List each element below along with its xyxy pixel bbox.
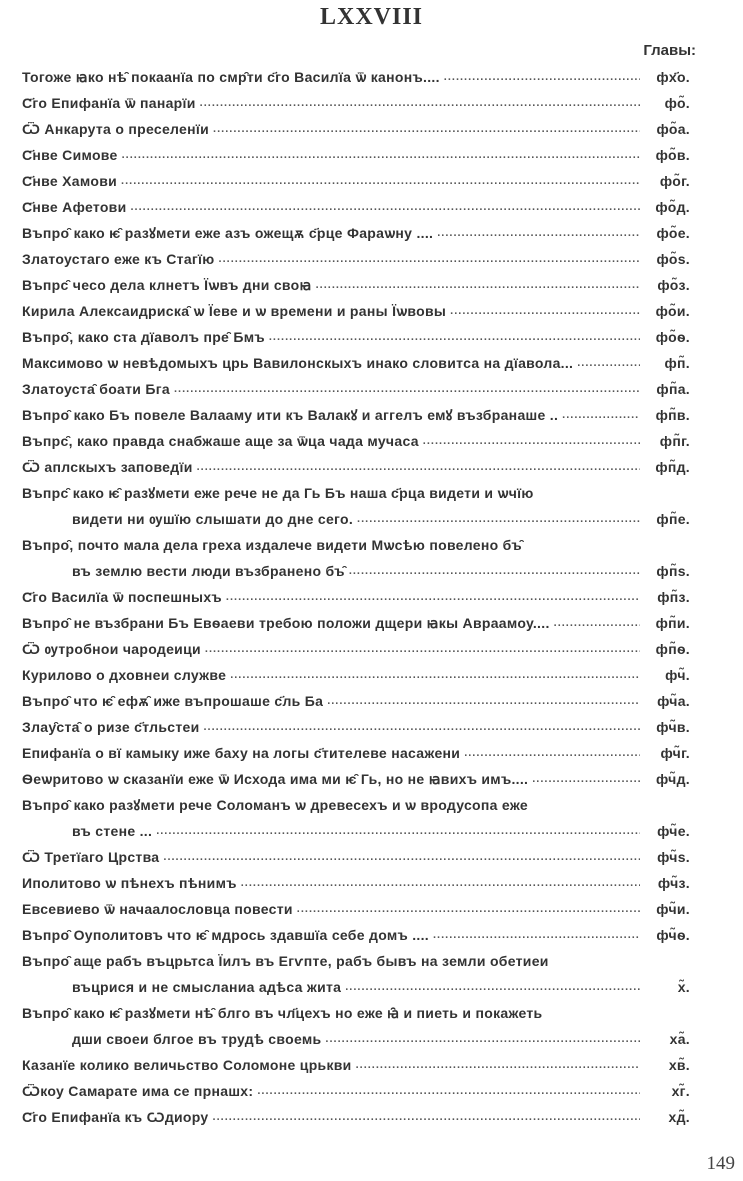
toc-entry-number: фч̃и. <box>656 901 690 917</box>
toc-entry-number: фч̃. <box>665 667 690 683</box>
dot-leader <box>423 435 640 447</box>
toc-entry-number: фо̃ѳ. <box>655 329 690 345</box>
column-heading: Главы: <box>643 42 696 59</box>
toc-entry <box>22 896 690 922</box>
toc-entry-text: Тогоже ꙗко нѣ̑ покаанїа по смр̑ти с҃го Василїа ѿ канонъ.... <box>22 68 440 85</box>
toc-entry <box>22 610 690 636</box>
toc-entry <box>22 1104 690 1130</box>
dot-leader <box>130 201 640 213</box>
page-number: 149 <box>706 1153 735 1174</box>
toc-entry-number: фч̃ѕ. <box>657 849 690 865</box>
toc-entry-text: С҃го Епифанїа ѿ панарїи <box>22 95 196 111</box>
toc-entry-number: фо̃. <box>664 95 690 111</box>
toc-entry-text: Въпро̑ аще рабъ въцрьтса Їилъ въ Егѵпте, рабъ бывъ на земли обетиеи <box>22 953 549 969</box>
toc-entry-text: Въпрс̑, како правда снабжаше аще за ѿца чада мучаса <box>22 433 419 449</box>
toc-entry-number: фо̃ѕ. <box>656 251 690 267</box>
toc-entry <box>22 64 690 90</box>
toc-entry-text: Въпро̑ что ѥ̑ ефѫ̑ иже въпрошаше с҃ль Ба <box>22 693 324 709</box>
toc-entry <box>22 402 690 428</box>
toc-entry <box>22 246 690 272</box>
dot-leader <box>327 695 640 707</box>
toc-entry <box>22 532 690 558</box>
toc-entry <box>22 324 690 350</box>
toc-entry-text: Въпро̑ како разꙋмети рече Соломанъ ѡ древесехъ и ѡ вродусопа еже <box>22 796 528 813</box>
toc-entry-text: Въпро̑ не възбрани Бъ Евѳаеви требою положи дщери ꙗкы Авраамоу.... <box>22 614 550 631</box>
dot-leader <box>205 643 640 655</box>
toc-entry <box>22 90 690 116</box>
toc-entry <box>22 688 690 714</box>
toc-entry <box>22 168 690 194</box>
dot-leader <box>163 851 640 863</box>
dot-leader <box>297 903 640 915</box>
dot-leader <box>121 175 640 187</box>
toc-entry <box>22 870 690 896</box>
toc-entry <box>22 1026 690 1052</box>
toc-entry-number: фч̃д. <box>655 771 690 787</box>
toc-entry-text: Ѿ Третїаго Црства <box>22 849 160 865</box>
toc-entry-text: С҃нве Симове <box>22 147 118 163</box>
toc-entry-number: хв̃. <box>668 1057 690 1073</box>
toc-entry <box>22 480 690 506</box>
dot-leader <box>450 305 640 317</box>
toc-entry-text: Курилово о дховнеи служве <box>22 667 227 683</box>
dot-leader <box>219 253 640 265</box>
toc-entry-number: фч̃е. <box>657 823 690 839</box>
toc-entry-text: Епифанїа о вї камыку иже баху на логы с҃тителеве насажени <box>22 745 461 761</box>
dot-leader <box>213 123 640 135</box>
toc-entry-text: Въпро̑ како Бъ повеле Валааму ити къ Валакꙋ и аггелъ емꙋ възбранаше .. <box>22 406 559 423</box>
toc-entry-number: фп̃з. <box>657 589 690 605</box>
toc-entry <box>22 1078 690 1104</box>
toc-entry-text: С҃нве Хамови <box>22 173 118 189</box>
toc-entry <box>22 766 690 792</box>
toc-entry-text: Ѿ аплскыхъ заповедїи <box>22 459 193 475</box>
toc-entry-number: х̃. <box>677 979 690 995</box>
toc-entry <box>22 272 690 298</box>
toc-entry <box>22 194 690 220</box>
toc-entry-text: въ стене ... <box>72 823 153 839</box>
dot-leader <box>345 981 640 993</box>
toc-entry <box>22 116 690 142</box>
toc-entry-text: дши своеи блгое въ трудѣ своемь <box>72 1031 322 1047</box>
dot-leader <box>349 565 640 577</box>
dot-leader <box>444 71 640 83</box>
toc-entry-text: Въпрс̑ како ѥ̑ разꙋмети еже рече не да Гь Бъ наша с҃рца видети и ѡчїю <box>22 484 534 501</box>
toc-entry-number: фо̃з. <box>657 277 690 293</box>
toc-entry-number: фп̃ѳ. <box>655 641 690 657</box>
toc-entry <box>22 974 690 1000</box>
toc-entry-number: фп̃в. <box>655 407 690 423</box>
toc-entry-number: хг̃. <box>671 1083 690 1099</box>
toc-entry-text: Златоустаго еже къ Стагїю <box>22 251 215 267</box>
dot-leader <box>226 591 640 603</box>
toc-entry-number: фп̃г. <box>659 433 690 449</box>
toc-entry-number: фо̃г. <box>659 173 690 189</box>
toc-entry <box>22 1000 690 1026</box>
toc-entry-text: Въпро̑ Оуполитовъ что ѥ̑ мдрось здавшїа себе домъ .... <box>22 927 429 943</box>
dot-leader <box>257 1085 640 1097</box>
toc-entry-number: фч̃ѳ. <box>656 927 690 943</box>
toc-entry-number: фо̃е. <box>656 225 690 241</box>
toc-entry-text: Въпро̑ како ѥ̑ разꙋмети еже азъ ожещѫ с҃рце Фараѡну .... <box>22 224 434 241</box>
toc-entry <box>22 662 690 688</box>
toc-entry <box>22 506 690 532</box>
toc-entry-text: Въпро̑, како ста дїаволъ пре̑ Бмъ <box>22 329 265 345</box>
dot-leader <box>357 513 640 525</box>
dot-leader <box>241 877 640 889</box>
toc-entry-number: фп̃е. <box>656 511 690 527</box>
toc-entry-text: Ѿ ѹтробнои чародеици <box>22 641 201 657</box>
toc-entry <box>22 922 690 948</box>
dot-leader <box>437 227 640 239</box>
toc-entry-text: С҃го Епифанїа къ Ѡдиору <box>22 1109 209 1125</box>
toc-entry <box>22 298 690 324</box>
dot-leader <box>197 461 640 473</box>
toc-entry <box>22 740 690 766</box>
chapter-title: LXXVIII <box>319 4 424 30</box>
toc-entry <box>22 350 690 376</box>
toc-entry-text: Кирила Алексаидриска̑ ѡ Їеве и ѡ времени и раны Їѡвовы <box>22 303 447 319</box>
toc-entry-number: фп̃а. <box>656 381 690 397</box>
toc-entry-text: Злау̑ста̑ о ризе с҃тльстеи <box>22 719 200 735</box>
toc-entry <box>22 948 690 974</box>
dot-leader <box>554 617 640 629</box>
toc-entry <box>22 454 690 480</box>
toc-entry-text: Иполитово ѡ пѣнехъ пѣнимъ <box>22 875 237 891</box>
toc-entry-number: фх҃о. <box>656 69 690 85</box>
toc-entry-number: фп̃д. <box>655 459 690 475</box>
toc-entry <box>22 220 690 246</box>
toc-entry-number: фп̃и. <box>655 615 690 631</box>
toc-entry-text: Въпро̑ како ѥ̑ разꙋмети нѣ̑ блго въ чл҃цехъ но еже ꙗ̑ и пиеть и покажеть <box>22 1004 543 1021</box>
toc-entry-text: Максимово ѡ невѣдомыхъ црь Вавилонскыхъ инако словитса на дїавола... <box>22 355 574 371</box>
toc-entry <box>22 584 690 610</box>
toc-entry-text: Ѿ Анкарута о преселенїи <box>22 121 210 137</box>
dot-leader <box>433 929 640 941</box>
toc-entry-number: фо̃в. <box>655 147 690 163</box>
dot-leader <box>577 357 640 369</box>
toc-entry <box>22 844 690 870</box>
dot-leader <box>200 97 640 109</box>
toc-entry-text: въ землю вести люди възбранено бъ̑ <box>72 563 345 579</box>
toc-entry-number: фп̃ѕ. <box>656 563 690 579</box>
toc-entry-text: Евсевиево ѿ начаалословца повести <box>22 901 293 917</box>
toc-entry-text: Ѳеѡритово ѡ сказанїи еже ѿ Исхода има ми ѥ̑ Гь, но не ꙗвихъ имъ.... <box>22 770 529 787</box>
toc-entry <box>22 792 690 818</box>
toc-entry-text: С҃го Василїа ѿ поспешныхъ <box>22 589 222 605</box>
toc-entry-number: фч̃з. <box>657 875 690 891</box>
table-of-contents <box>22 64 690 1130</box>
dot-leader <box>156 825 640 837</box>
toc-entry <box>22 1052 690 1078</box>
dot-leader <box>562 409 640 421</box>
dot-leader <box>356 1059 640 1071</box>
dot-leader <box>213 1111 640 1123</box>
dot-leader <box>230 669 640 681</box>
toc-entry-number: фо̃а. <box>656 121 690 137</box>
toc-entry <box>22 636 690 662</box>
toc-entry <box>22 818 690 844</box>
toc-entry <box>22 714 690 740</box>
toc-entry-text: въцрися и не смысланиа адѣса жита <box>72 979 342 995</box>
toc-entry <box>22 558 690 584</box>
toc-entry-number: фч̃в. <box>656 719 690 735</box>
toc-entry-text: С҃нве Афетови <box>22 199 127 215</box>
toc-entry-number: фч̃а. <box>657 693 690 709</box>
toc-entry-number: фо̃и. <box>655 303 690 319</box>
toc-entry-number: фо̃д. <box>655 199 690 215</box>
toc-entry-text: Златоуста̑ боати Бга <box>22 381 170 397</box>
toc-entry-text: Казанїе колико величьство Соломоне црькви <box>22 1057 352 1073</box>
dot-leader <box>464 747 640 759</box>
toc-entry-text: Въпрс̑ чесо дела клнетъ Їѡвъ дни своꙗ <box>22 276 312 293</box>
toc-entry-text: Ѿкоу Самарате има се прнашх: <box>22 1083 254 1099</box>
toc-entry-number: ха̃. <box>669 1031 690 1047</box>
toc-entry <box>22 376 690 402</box>
toc-entry-text: Въпро̑, почто мала дела греха издалече видети Мѡсѣю повелено бъ̑ <box>22 537 522 553</box>
dot-leader <box>532 773 640 785</box>
dot-leader <box>316 279 640 291</box>
dot-leader <box>122 149 640 161</box>
toc-entry <box>22 142 690 168</box>
toc-entry-number: фч̃г. <box>660 745 690 761</box>
toc-entry-number: хд̃. <box>668 1109 690 1125</box>
dot-leader <box>204 721 641 733</box>
toc-entry <box>22 428 690 454</box>
dot-leader <box>269 331 640 343</box>
toc-entry-text: видети ни ѹшїю слышати до дне сего. <box>72 511 354 527</box>
dot-leader <box>174 383 640 395</box>
toc-entry-number: фп̃. <box>664 355 690 371</box>
dot-leader <box>325 1033 640 1045</box>
